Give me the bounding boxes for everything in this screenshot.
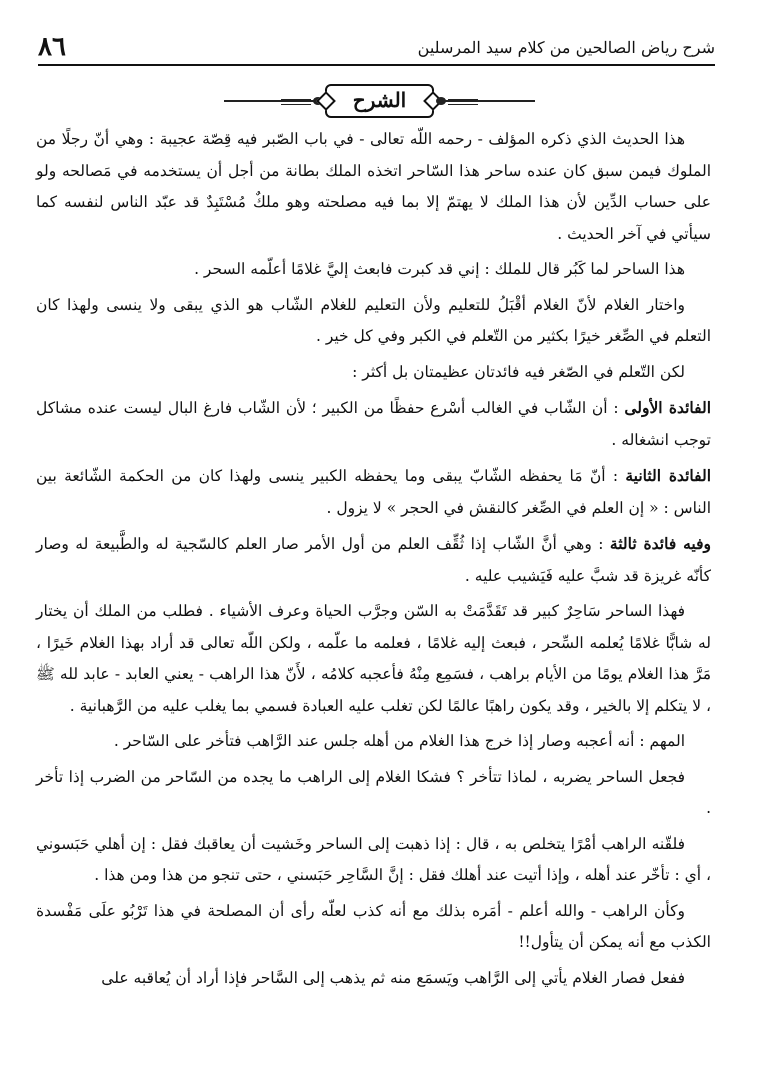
paragraph: [36, 528, 711, 592]
paragraph: فهذا الساحر سَاحِرٌ كبير قد تَقَدَّمَتْ به السّن وجرَّب الحياة وعرف الأشياء . فطلب من الملك أن يختار له شابًّا غلامًا يُعلمه السِّحر ، فبعث إليه غلامًا ، فعلمه ما علّمه ، ولكن اللّه تعالى قد أراد بهذا الغلام خَيرًا ، مَرَّ هذا الغلام يومًا من الأيام براهب ، فسَمِع مِنْهُ فأعجبه كلامُه ، لأَنّ هذا الراهب - يعني العابد - عابد لله ﷺ ، لا يتكلم إلا بالخير ، وقد يكون راهبًا عالمًا لكن تغلب عليه العبادة فسمي بما يغلب عليه من الرَّهبانية .: [36, 602, 711, 715]
paragraph: وكأن الراهب - والله أعلم - أمَره بذلك مع أنه كذب لعلّه رأى أن المصلحة في هذا تَرْبُو علَى مَفْسدة الكذب مع أنه يمكن أن يتأول!!: [36, 901, 711, 951]
paragraph: فلقّنه الراهب أمْرًا يتخلص به ، قال : إذا ذهبت إلى الساحر وخَشيت أن يعاقبك فقل : إن أهلي حَبَسوني ، أي : تأخّر عند أهله ، وإذا أتيت عند أهلك فقل : إنَّ السَّاحِر حَبَسني ، حتى تنجو من هذا ومن هذا .: [36, 834, 711, 884]
paragraph-lead: الفائدة الثانية: [625, 466, 711, 485]
ornament-line-right: [440, 100, 535, 102]
paragraph: المهم : أنه أعجبه وصار إذا خرج هذا الغلام من أهله جلس عند الرَّاهب فتأخر على السّاحر .: [113, 732, 685, 750]
running-header: [38, 30, 715, 66]
section-title: الشرح: [325, 84, 434, 118]
page-number: ٨٦: [38, 32, 66, 62]
paragraph: ففعل فصار الغلام يأتي إلى الرَّاهب ويَسمَع منه ثم يذهب إلى السَّاحر فإذا أراد أن يُعاقبه على: [101, 968, 685, 987]
paragraph: واختار الغلام لأنّ الغلام أقْبَلُ للتعليم ولأن التعليم للغلام الشّاب هو الذي يبقى ولا ينسى ولهذا كان التعلم في الصِّغر خيرًا بكثير من التّعلم في الكبر وفي كل خير .: [36, 295, 711, 345]
paragraph-body: : أنّ مَا يحفظه الشّابّ يبقى وما يحفظه الكبير ينسى ولهذا كان من الحكمة الشّائعة بين الناس : « إن العلم في الصِّغر كالنقش في الحجر » لا يزول .: [36, 467, 711, 517]
paragraph-body: : وهي أنَّ الشّاب إذا ثُقِّف العلم من أول الأمر صار العلم كالسّجية له والطَّبيعة له وصار كأنّه غريزة قد شبَّ عليه فَيَشيب عليه .: [36, 535, 711, 585]
paragraph: لكن التّعلم في الصّغر فيه فائدتان عظيمتان بل أكثر :: [352, 362, 685, 381]
ornament-line-left: [224, 100, 319, 102]
commentary-text: [36, 124, 711, 998]
paragraph: فجعل الساحر يضربه ، لماذا تتأخر ؟ فشكا الغلام إلى الراهب ما يجده من السّاحر من الضرب إذا تأخر .: [36, 767, 711, 817]
section-heading: [0, 84, 759, 118]
paragraph: هذا الساحر لما كَبُر قال للملك : إني قد كبرت فابعث إليَّ غلامًا أعلّمه السحر .: [194, 260, 685, 278]
paragraph-lead: وفيه فائدة ثالثة: [609, 534, 711, 553]
paragraph-body: : أن الشّاب في الغالب أسْرع حفظًا من الكبير ؛ لأن الشّاب فارغ البال ليست عنده مشاكل توجب انشغاله .: [36, 399, 711, 449]
book-title: شرح رياض الصالحين من كلام سيد المرسلين: [417, 37, 715, 57]
paragraph-lead: الفائدة الأولى: [624, 398, 711, 417]
paragraph: [36, 460, 711, 524]
paragraph: هذا الحديث الذي ذكره المؤلف - رحمه اللّه تعالى - في باب الصّبر فيه قِصّة عجيبة : وهي أنّ رجلًا من الملوك فيمن سبق كان عنده ساحر هذا السّاحر اتخذه الملك بطانة من أجل أن يستخدمه في مَصالحه ولو على حساب الدِّين لأن هذا الملك لا يهتمّ إلا بما فيه مصلحته وهو ملكٌ مُسْتَبِدٌ قد عبّد الناس لنفسه كما سيأتي في آخر الحديث .: [36, 130, 711, 243]
paragraph: [36, 392, 711, 456]
